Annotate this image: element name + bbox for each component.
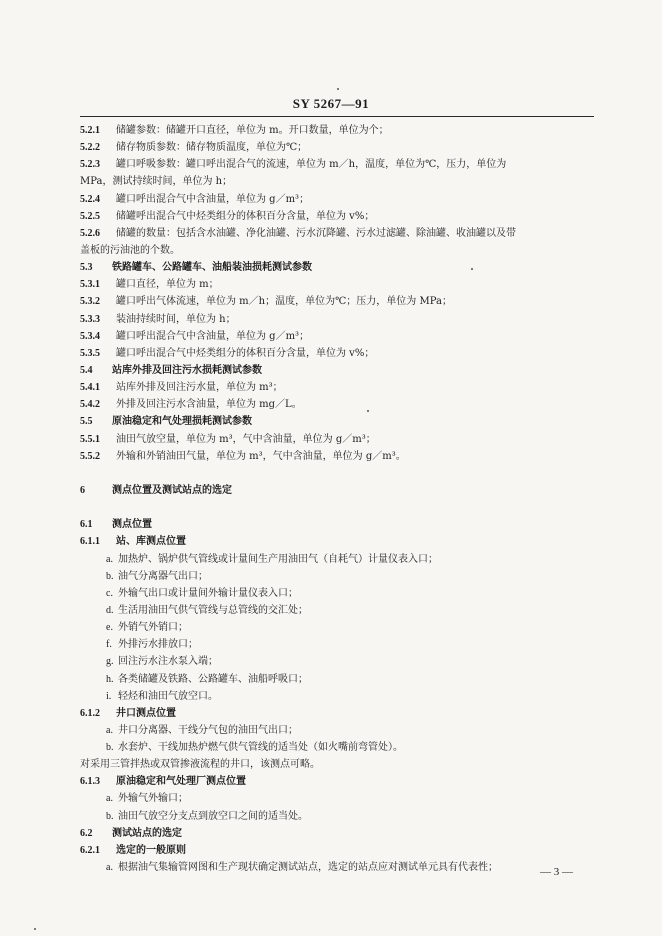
clause-item (80, 276, 595, 293)
scan-speck (34, 928, 36, 930)
clause-number: 6.1.2 (80, 707, 100, 719)
clause-number: 5.2.2 (80, 142, 100, 154)
list-text: 回注污水注水泵入端； (118, 656, 218, 668)
list-text: 加热炉、锅炉供气管线或计量间生产用油田气（自耗气）计量仪表入口； (118, 553, 438, 565)
clause-text: 罐口呼出混合气中烃类组分的体积百分含量，单位为 v%； (116, 347, 375, 359)
page-number: — 3 — (540, 866, 573, 878)
clause-number: 5.3.1 (80, 279, 100, 291)
heading-text: 原油稳定和气处理损耗测试参数 (112, 416, 252, 428)
clause-item (80, 208, 595, 225)
clause-text: 外排及回注污水含油量，单位为 mg／L。 (116, 399, 302, 411)
section-heading (80, 413, 595, 430)
list-item (80, 790, 595, 807)
list-item (80, 671, 595, 688)
list-label: b. (106, 810, 114, 822)
list-label: b. (106, 742, 114, 754)
clause-number: 5.4.2 (80, 399, 100, 411)
header-rule (80, 116, 594, 117)
heading-text: 测点位置及测试站点的选定 (112, 484, 232, 496)
clause-text: 储罐参数：储罐开口直径，单位为 m。开口数量，单位为个； (116, 125, 389, 136)
clause-number: 5.5.1 (80, 433, 100, 445)
clause-item (80, 156, 595, 173)
list-text: 油气分离器气出口； (118, 570, 208, 582)
list-item (80, 739, 595, 756)
clause-number: 5.4 (80, 364, 93, 376)
heading-text: 选定的一般原则 (116, 844, 186, 856)
clause-number: 5.2.3 (80, 159, 100, 171)
section-heading (80, 825, 595, 842)
section-heading (80, 773, 595, 790)
scan-speck (367, 410, 369, 412)
clause-item (80, 328, 595, 345)
section-heading (80, 533, 595, 550)
clause-item (80, 293, 595, 310)
clause-number: 5.5 (80, 416, 93, 428)
list-text: 外销气外销口； (118, 622, 188, 634)
list-text: 水套炉、干线加热炉燃气供气管线的适当处（如火嘴前弯管处）。 (118, 742, 403, 754)
clause-number: 5.4.1 (80, 382, 100, 394)
list-item (80, 568, 595, 585)
list-label: a. (106, 724, 113, 736)
clause-number: 5.2.1 (80, 125, 100, 136)
clause-item (80, 225, 595, 242)
list-label: e. (106, 622, 113, 634)
clause-number: 6.1.3 (80, 776, 100, 788)
list-item (80, 688, 595, 705)
clause-item (80, 311, 595, 328)
scan-speck (471, 268, 473, 270)
list-item (80, 636, 595, 653)
clause-item (80, 345, 595, 362)
clause-number: 5.2.6 (80, 227, 100, 239)
clause-text: 储罐的数量：包括含水油罐、净化油罐、污水沉降罐、污水过滤罐、除油罐、收油罐以及带 (116, 227, 516, 239)
clause-text: 罐口呼出混合气中含油量，单位为 g／m³； (116, 330, 310, 342)
list-item (80, 808, 595, 825)
blank-line (80, 465, 595, 482)
section-heading (80, 482, 595, 499)
list-text: 外排污水排放口； (118, 639, 198, 651)
clause-item (80, 431, 595, 448)
clause-number: 5.2.4 (80, 193, 100, 205)
clause-text: 装油持续时间，单位为 h； (116, 313, 236, 325)
continuation-line: 盖板的污油池的个数。 (80, 244, 180, 256)
clause-number: 5.3.2 (80, 296, 100, 308)
clause-number: 5.5.2 (80, 450, 100, 462)
clause-number: 6.1.1 (80, 536, 100, 548)
list-text: 外输气外输口； (118, 793, 188, 805)
list-label: b. (106, 570, 114, 582)
clause-number: 5.3.3 (80, 313, 100, 325)
list-item (80, 859, 595, 876)
list-label: a. (106, 862, 113, 874)
section-heading (80, 516, 595, 533)
clause-item (80, 379, 595, 396)
heading-text: 站库外排及回注污水损耗测试参数 (112, 364, 262, 376)
list-label: c. (106, 587, 113, 599)
heading-text: 测试站点的选定 (112, 827, 182, 839)
list-item (80, 585, 595, 602)
standard-code-header: SY 5267—91 (292, 96, 370, 111)
clause-text: 外输和外销油田气量，单位为 m³，气中含油量，单位为 g／m³。 (116, 450, 406, 462)
section-heading (80, 705, 595, 722)
list-label: i. (106, 690, 112, 702)
heading-text: 井口测点位置 (116, 707, 176, 719)
clause-number: 6.1 (80, 519, 93, 531)
heading-text: 铁路罐车、公路罐车、油船装油损耗测试参数 (112, 262, 312, 274)
clause-text: 油田气放空量，单位为 m³，气中含油量，单位为 g／m³； (116, 433, 376, 445)
clause-item (80, 448, 595, 465)
list-item (80, 602, 595, 619)
clause-text: 罐口呼出混合气中含油量，单位为 g／m³； (116, 193, 310, 205)
section-heading (80, 259, 595, 276)
clause-number: 6.2 (80, 827, 93, 839)
list-label: a. (106, 553, 113, 565)
list-item (80, 619, 595, 636)
list-text: 各类储罐及铁路、公路罐车、油船呼吸口； (118, 673, 308, 685)
clause-text: 储存物质参数：储存物质温度，单位为℃； (116, 142, 308, 154)
list-label: g. (106, 656, 114, 668)
clause-item (80, 139, 595, 156)
list-item (80, 551, 595, 568)
list-text: 油田气放空分支点到放空口之间的适当处。 (118, 810, 308, 822)
list-item (80, 653, 595, 670)
list-text: 轻烃和油田气放空口。 (118, 690, 218, 702)
section-heading (80, 842, 595, 859)
clause-item (80, 396, 595, 413)
clause-number: 6 (80, 484, 85, 496)
body-text (80, 122, 595, 876)
clause-number: 5.3.4 (80, 330, 100, 342)
clause-item (80, 122, 595, 139)
scan-speck (337, 88, 339, 90)
list-text: 外输气出口或计量间外输计量仪表入口； (118, 587, 298, 599)
heading-text: 站、库测点位置 (116, 536, 186, 548)
heading-text: 原油稳定和气处理厂测点位置 (116, 776, 246, 788)
clause-text: 罐口呼出气体流速，单位为 m／h；温度，单位为℃；压力，单位为 MPa； (116, 296, 452, 308)
clause-number: 5.3 (80, 262, 93, 274)
clause-number: 5.3.5 (80, 347, 100, 359)
continuation-line: 对采用三管拌热或双管掺液流程的井口，该测点可略。 (80, 759, 320, 771)
section-heading (80, 362, 595, 379)
clause-text: 罐口呼吸参数：罐口呼出混合气的流速，单位为 m／h，温度，单位为℃，压力，单位为 (116, 159, 507, 171)
list-text: 根据油气集输管网图和生产现状确定测试站点，选定的站点应对测试单元具有代表性； (118, 862, 498, 874)
clause-text: 站库外排及回注污水量，单位为 m³； (116, 382, 283, 394)
list-text: 井口分离器、干线分气包的油田气出口； (118, 724, 298, 736)
list-label: d. (106, 604, 114, 616)
clause-number: 6.2.1 (80, 844, 100, 856)
heading-text: 测点位置 (112, 519, 152, 531)
list-item (80, 722, 595, 739)
list-label: a. (106, 793, 113, 805)
list-label: h. (106, 673, 114, 685)
clause-text: 储罐呼出混合气中烃类组分的体积百分含量，单位为 v%； (116, 210, 375, 222)
list-label: f. (106, 639, 112, 651)
list-text: 生活用油田气供气管线与总管线的交汇处； (118, 604, 308, 616)
blank-line (80, 499, 595, 516)
continuation-line: MPa，测试持续时间，单位为 h； (80, 176, 233, 188)
clause-item (80, 191, 595, 208)
clause-text: 罐口直径，单位为 m； (116, 279, 219, 291)
clause-number: 5.2.5 (80, 210, 100, 222)
